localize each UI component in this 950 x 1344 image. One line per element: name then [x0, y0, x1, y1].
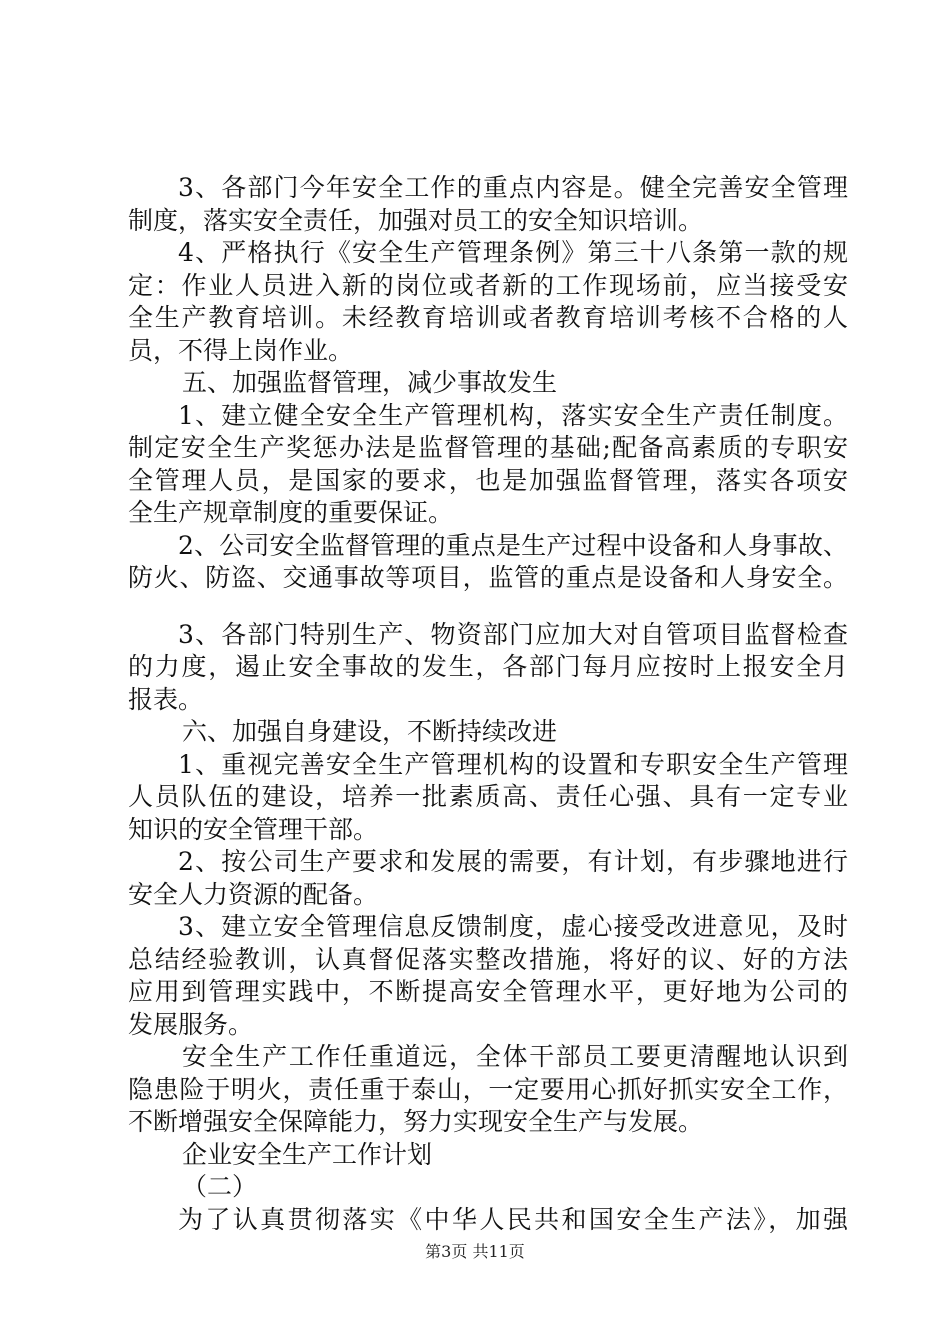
page-number-footer: 第3页 共11页 [425, 1242, 525, 1261]
paragraph-line: 2、公司安全监督管理的重点是生产过程中设备和人身事故、 [178, 530, 848, 560]
paragraph-line: 3、建立安全管理信息反馈制度，虚心接受改进意见，及时 [178, 912, 848, 941]
paragraph-line: 全生产教育培训。未经教育培训或者教育培训考核不合格的人 [128, 303, 848, 332]
document-body [128, 172, 848, 1236]
paragraph-line: 1、重视完善安全生产管理机构的设置和专职安全生产管理 [178, 749, 848, 779]
paragraph-line: 为了认真贯彻落实《中华人民共和国安全生产法》，加强 [178, 1204, 848, 1234]
paragraph-line: 防火、防盗、交通事故等项目，监管的重点是设备和人身安全。 [128, 563, 848, 592]
paragraph-line: 3、各部门今年安全工作的重点内容是。健全完善安全管理 [178, 173, 848, 202]
paragraph-line: 制定安全生产奖惩办法是监督管理的基础;配备高素质的专职安 [128, 433, 848, 462]
paragraph-line: 员，不得上岗作业。 [128, 335, 354, 365]
paragraph-line: 的力度，遏止安全事故的发生，各部门每月应按时上报安全月 [128, 652, 848, 681]
paragraph-line: 3、各部门特别生产、物资部门应加大对自管项目监督检查 [178, 619, 848, 649]
paragraph-line: 报表。 [128, 684, 204, 714]
paragraph-line: 全管理人员，是国家的要求，也是加强监督管理，落实各项安 [128, 465, 848, 495]
paragraph-line: 应用到管理实践中，不断提高安全管理水平，更好地为公司的 [128, 977, 848, 1006]
paragraph-gap [128, 595, 848, 619]
paragraph-line: 4、严格执行《安全生产管理条例》第三十八条第一款的规 [178, 238, 848, 267]
section-heading: 六、加强自身建设，不断持续改进 [182, 717, 558, 746]
section-number: （二） [182, 1172, 258, 1201]
paragraph-line: 1、建立健全安全生产管理机构，落实安全生产责任制度。 [178, 400, 848, 430]
paragraph-line: 隐患险于明火，责任重于泰山，一定要用心抓好抓实安全工作， [128, 1074, 848, 1104]
paragraph-line: 定：作业人员进入新的岗位或者新的工作现场前，应当接受安 [128, 270, 848, 300]
paragraph-line: 人员队伍的建设，培养一批素质高、责任心强、具有一定专业 [128, 782, 848, 811]
paragraph-line: 知识的安全管理干部。 [128, 814, 379, 844]
paragraph-line: 2、按公司生产要求和发展的需要，有计划，有步骤地进行 [178, 847, 848, 876]
document-subtitle: 企业安全生产工作计划 [182, 1139, 433, 1169]
section-heading: 五、加强监督管理，减少事故发生 [182, 368, 558, 397]
paragraph-line: 总结经验教训，认真督促落实整改措施，将好的议、好的方法 [128, 944, 848, 974]
paragraph-line: 制度，落实安全责任，加强对员工的安全知识培训。 [128, 205, 704, 235]
paragraph-line: 安全生产工作任重道远，全体干部员工要更清醒地认识到 [182, 1042, 848, 1071]
paragraph-line: 不断增强安全保障能力，努力实现安全生产与发展。 [128, 1107, 704, 1136]
paragraph-line: 发展服务。 [128, 1009, 254, 1039]
paragraph-line: 全生产规章制度的重要保证。 [128, 498, 454, 527]
paragraph-line: 安全人力资源的配备。 [128, 879, 379, 909]
